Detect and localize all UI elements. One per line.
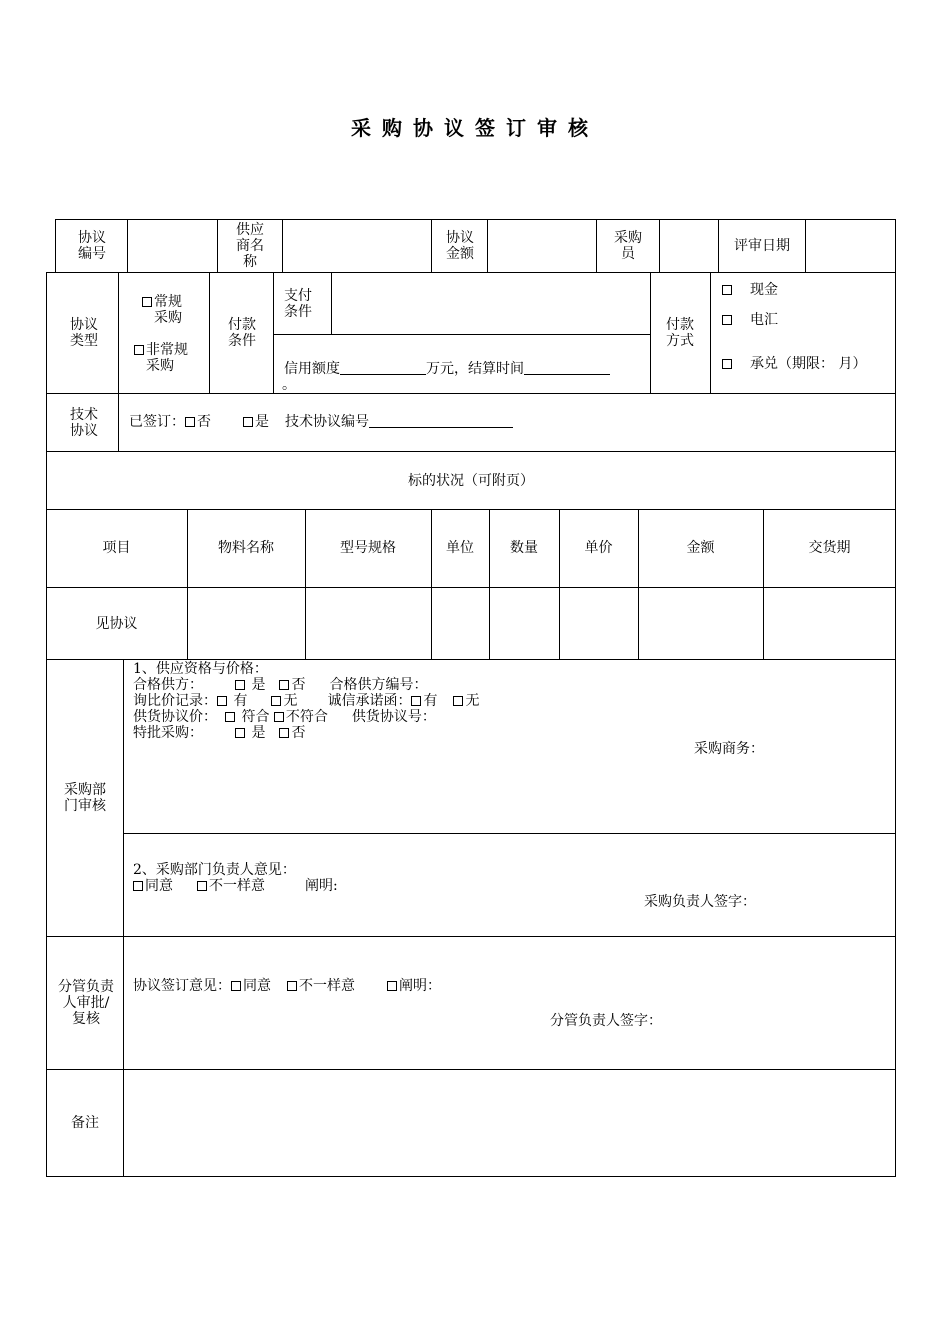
checkbox-leader-disagree[interactable] [287, 981, 297, 991]
supplier-name-label: 供应商名称 [236, 222, 264, 270]
settlement-time-field[interactable] [524, 361, 610, 375]
credit-suffix: 。 [282, 377, 296, 393]
agreement-amount-label: 协议金额 [446, 230, 474, 262]
checkbox-price-not-conform[interactable] [274, 712, 284, 722]
agreement-no-label: 协议编号 [78, 230, 106, 262]
credit-amount-field[interactable] [340, 361, 426, 375]
agreement-amount-field[interactable] [488, 220, 595, 272]
checkbox-dept-disagree[interactable] [197, 881, 207, 891]
leader-sign: 分管负责人签字： [550, 1013, 662, 1029]
method-cash[interactable]: 现金 [722, 282, 778, 298]
qualified-supplier-line: 合格供方： 是 否 合格供方编号： [133, 677, 428, 693]
checkbox-tech-yes[interactable] [243, 417, 253, 427]
items-row-qty[interactable] [490, 588, 558, 659]
purchasing-review-label: 采购部门审核 [64, 781, 106, 814]
option-regular[interactable]: 常规采购 [142, 294, 184, 326]
section2-title: 2、采购部门负责人意见： [133, 862, 296, 878]
items-row-spec[interactable] [306, 588, 430, 659]
remarks-field[interactable] [124, 1070, 895, 1176]
head-sign: 采购负责人签字： [644, 894, 756, 910]
section1-title: 1、供应资格与价格： [133, 661, 268, 677]
items-row-project: 见协议 [95, 615, 138, 632]
checkbox-wire[interactable] [722, 315, 732, 325]
payment-method-label: 付款方式 [666, 317, 694, 349]
checkbox-compare-none[interactable] [271, 696, 281, 706]
items-header-price: 单价 [584, 540, 613, 556]
agreement-type-label: 协议类型 [70, 317, 98, 349]
checkbox-regular[interactable] [142, 297, 152, 307]
items-header-qty: 数量 [510, 540, 538, 556]
checkbox-qualified-yes[interactable] [235, 680, 245, 690]
payment-terms-label: 付款条件 [228, 317, 256, 349]
checkbox-leader-explain[interactable] [387, 981, 397, 991]
leader-review-label: 分管负责人审批/复核 [58, 979, 114, 1027]
items-header-amount: 金额 [686, 540, 715, 556]
tech-agreement-no-field[interactable] [369, 414, 513, 428]
subject-status: 标的状况（可附页） [408, 472, 534, 489]
pay-condition-field[interactable] [332, 273, 649, 333]
commerce-sign: 采购商务： [694, 741, 764, 757]
method-wire[interactable]: 电汇 [722, 312, 778, 328]
checkbox-qualified-no[interactable] [279, 680, 289, 690]
checkbox-dept-agree[interactable] [133, 881, 143, 891]
supplier-name-field[interactable] [283, 220, 430, 272]
page-title: 采购协议签订审核 [351, 116, 599, 140]
option-irregular[interactable]: 非常规采购 [134, 342, 192, 374]
buyer-label: 采购员 [614, 230, 642, 262]
leader-opinion-line: 协议签订意见： 同意 不一样意 阐明： [133, 978, 441, 994]
items-row-delivery[interactable] [764, 588, 895, 659]
checkbox-compare-have[interactable] [217, 696, 227, 706]
checkbox-integrity-none[interactable] [453, 696, 463, 706]
price-compare-line: 询比价记录： 有 无 诚信承诺函： 有 无 [133, 693, 480, 709]
buyer-field[interactable] [660, 220, 717, 272]
review-date-label: 评审日期 [734, 238, 790, 254]
checkbox-acceptance[interactable] [722, 359, 732, 369]
checkbox-cash[interactable] [722, 285, 732, 295]
tech-agreement-label: 技术协议 [70, 406, 98, 439]
supply-price-line: 供货协议价： 符合 不符合 供货协议号： [133, 709, 436, 725]
checkbox-price-conform[interactable] [225, 712, 235, 722]
items-header-material: 物料名称 [218, 540, 274, 556]
items-row-amount[interactable] [639, 588, 762, 659]
items-row-price[interactable] [560, 588, 637, 659]
items-row-material[interactable] [188, 588, 304, 659]
special-purchase-line: 特批采购： 是 否 [133, 725, 306, 741]
pay-condition-label: 支付条件 [284, 288, 312, 320]
items-header-spec: 型号规格 [340, 540, 396, 556]
items-row-unit[interactable] [432, 588, 488, 659]
checkbox-integrity-have[interactable] [411, 696, 421, 706]
items-header-project: 项目 [102, 540, 131, 556]
checkbox-tech-no[interactable] [185, 417, 195, 427]
credit-line: 信用额度 万元，结算时间 [284, 361, 610, 377]
tech-agreement-line: 已签订： 否 是 技术协议编号 [129, 414, 513, 430]
remarks-label: 备注 [71, 1115, 99, 1131]
checkbox-special-no[interactable] [279, 728, 289, 738]
checkbox-leader-agree[interactable] [231, 981, 241, 991]
dept-opinion-line: 同意 不一样意 阐明: [133, 878, 890, 894]
items-header-delivery: 交货期 [808, 540, 851, 556]
review-date-field[interactable] [806, 220, 895, 272]
items-header-unit: 单位 [446, 540, 474, 556]
checkbox-irregular[interactable] [134, 345, 144, 355]
method-acceptance[interactable]: 承兑（期限： 月） [722, 356, 866, 372]
agreement-no-field[interactable] [128, 220, 216, 272]
checkbox-special-yes[interactable] [235, 728, 245, 738]
